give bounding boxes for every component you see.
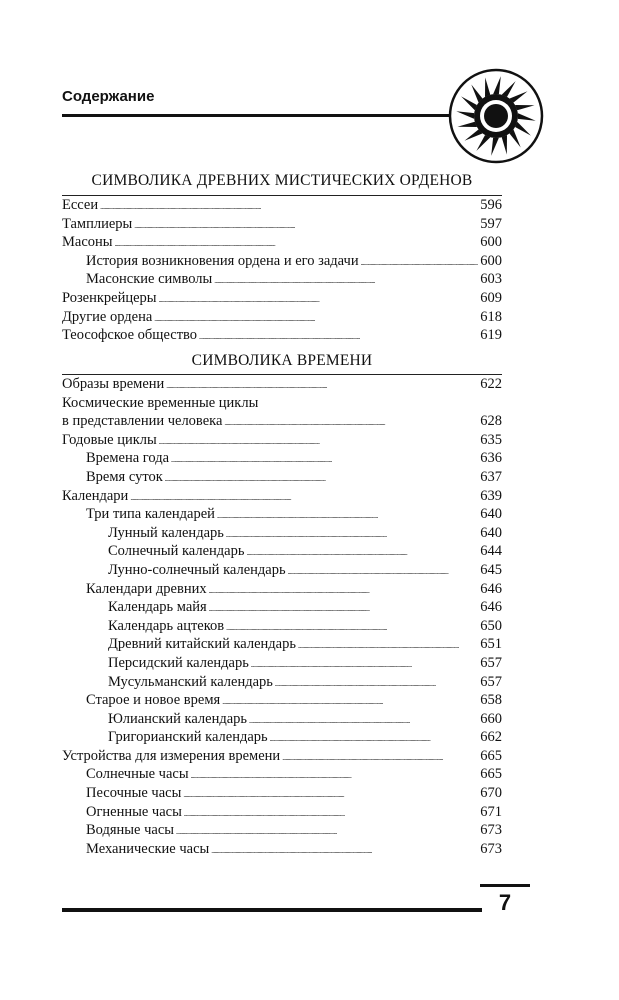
toc-entry[interactable] — [62, 233, 502, 252]
dot-leader — [159, 431, 478, 452]
toc-entry-label: Времена года — [86, 450, 170, 467]
toc-entry[interactable] — [62, 196, 502, 215]
toc-entry[interactable] — [62, 308, 502, 327]
page-number-bar — [480, 884, 530, 887]
toc-entry-page: 673 — [480, 840, 502, 857]
toc-section-1 — [62, 195, 502, 345]
toc-entry-label: Механические часы — [86, 840, 210, 857]
toc-entry[interactable] — [62, 617, 502, 636]
toc-entry[interactable] — [62, 840, 502, 859]
dot-leader — [226, 524, 478, 545]
toc-entry-label: Календарь майя — [108, 599, 207, 616]
dot-leader — [246, 542, 478, 563]
toc-entry-label: Персидский календарь — [108, 654, 249, 671]
toc-entry-label: Мусульманский календарь — [108, 673, 273, 690]
toc-entry-page: 660 — [480, 710, 502, 727]
dot-leader — [361, 252, 479, 273]
toc-entry-label: Ессеи — [62, 197, 99, 213]
toc-entry-page: 651 — [480, 636, 502, 653]
toc-entry-label: Космические временные циклы — [62, 394, 259, 411]
dot-leader — [176, 821, 478, 842]
section-title: СИМВОЛИКА ДРЕВНИХ МИСТИЧЕСКИХ ОРДЕНОВ — [91, 172, 473, 189]
toc-entry-label: Розенкрейцеры — [62, 289, 157, 306]
dot-leader — [214, 270, 478, 291]
toc-entry[interactable] — [62, 524, 502, 543]
toc-entry-label: Масонские символы — [86, 271, 213, 288]
toc-entry-page: 622 — [480, 376, 502, 392]
toc-entry[interactable] — [62, 691, 502, 710]
toc-entry-page: 640 — [480, 506, 502, 523]
toc-entry-page: 618 — [480, 308, 502, 325]
toc-entry-page: 619 — [480, 327, 502, 344]
toc-entry-page: 650 — [480, 617, 502, 634]
dot-leader — [275, 673, 478, 694]
toc-entry-label: Время суток — [86, 468, 163, 485]
toc-entry-page: 645 — [480, 561, 502, 578]
dot-leader — [224, 412, 478, 433]
dot-leader — [100, 196, 478, 217]
sun-emblem-icon — [448, 68, 544, 164]
toc-entry-label: Григорианский календарь — [108, 729, 268, 746]
toc-entry-page: 635 — [480, 431, 502, 448]
toc-entry-label: Календари — [62, 487, 129, 504]
toc-entry[interactable] — [62, 326, 502, 345]
toc-entry[interactable] — [62, 449, 502, 468]
toc-entry-page: 657 — [480, 654, 502, 671]
toc-entry-label: в представлении человека — [62, 413, 223, 430]
toc-entry[interactable] — [62, 412, 502, 431]
toc-entry-page: 628 — [480, 413, 502, 430]
toc-entry-label: Юлианский календарь — [108, 710, 248, 727]
dot-leader — [298, 635, 478, 656]
toc-entry[interactable] — [62, 598, 502, 617]
toc-entry[interactable] — [62, 394, 502, 413]
toc-entry-label: Устройства для измерения времени — [62, 747, 281, 764]
dot-leader — [159, 289, 479, 310]
dot-leader — [288, 561, 479, 582]
footer-rule — [62, 908, 482, 912]
toc-entry-page: 665 — [480, 766, 502, 783]
dot-leader — [184, 803, 478, 824]
dot-leader — [222, 691, 478, 712]
toc-entry-page: 600 — [480, 234, 502, 251]
toc-entry-page: 646 — [480, 599, 502, 616]
toc-entry-page: 637 — [480, 468, 502, 485]
toc-entry-page: 665 — [480, 747, 502, 764]
dot-leader — [217, 505, 478, 526]
toc-entry[interactable] — [62, 728, 502, 747]
toc-entry-page: 662 — [480, 729, 502, 746]
toc-entry[interactable] — [62, 654, 502, 673]
page-number: 7 — [498, 890, 512, 915]
toc-entry[interactable] — [62, 375, 502, 394]
toc-entry[interactable] — [62, 784, 502, 803]
toc-entry[interactable] — [62, 468, 502, 487]
toc-entry-label: Календари древних — [86, 580, 207, 597]
toc-entry-page: 603 — [480, 271, 502, 288]
toc-entry[interactable] — [62, 431, 502, 450]
toc-entry-label: Теософское общество — [62, 327, 198, 344]
dot-leader — [251, 654, 478, 675]
toc-entry-label: Календарь ацтеков — [108, 617, 225, 634]
toc-entry-label: Древний китайский календарь — [108, 636, 296, 653]
toc-entry-label: Лунный календарь — [108, 524, 224, 541]
toc-entry[interactable] — [62, 542, 502, 561]
toc-entry[interactable] — [62, 252, 502, 271]
toc-entry-page: 658 — [480, 692, 502, 709]
toc-entry-label: Годовые циклы — [62, 431, 157, 448]
toc-entry-page: 640 — [480, 524, 502, 541]
toc-entry-label: Песочные часы — [86, 785, 182, 802]
toc-entry[interactable] — [62, 821, 502, 840]
dot-leader — [130, 487, 478, 508]
dot-leader — [115, 233, 479, 254]
toc-entry-label: Образы времени — [62, 376, 165, 392]
toc-entry[interactable] — [62, 635, 502, 654]
toc-entry[interactable] — [62, 505, 502, 524]
dot-leader — [209, 580, 479, 601]
dot-leader — [191, 765, 479, 786]
dot-leader — [154, 308, 478, 329]
toc-entry-page: 671 — [480, 803, 502, 820]
toc-section-2 — [62, 374, 502, 858]
page-header-title: Содержание — [62, 88, 155, 105]
toc-entry-label: Солнечный календарь — [108, 543, 245, 560]
toc-entry-label: Старое и новое время — [86, 692, 221, 709]
toc-entry-label: Тамплиеры — [62, 215, 133, 232]
dot-leader — [165, 468, 478, 489]
dot-leader — [199, 326, 478, 347]
toc-entry-label: Водяные часы — [86, 822, 175, 839]
toc-entry[interactable] — [62, 673, 502, 692]
toc-entry[interactable] — [62, 487, 502, 506]
toc-entry-label: Огненные часы — [86, 803, 182, 820]
toc-entry-label: Масоны — [62, 234, 113, 251]
toc-entry-page: 639 — [480, 487, 502, 504]
toc-entry[interactable] — [62, 803, 502, 822]
toc-entry-page: 597 — [480, 215, 502, 232]
dot-leader — [166, 375, 478, 396]
toc-entry-label: Лунно-солнечный календарь — [108, 561, 286, 578]
dot-leader — [282, 747, 478, 768]
toc-entry-page: 673 — [480, 822, 502, 839]
toc-entry-label: Другие ордена — [62, 308, 153, 325]
toc-entry-page: 596 — [480, 197, 502, 213]
toc-entry[interactable] — [62, 215, 502, 234]
toc-entry-label: Солнечные часы — [86, 766, 189, 783]
toc-entry-page: 644 — [480, 543, 502, 560]
dot-leader — [183, 784, 478, 805]
toc-entry[interactable] — [62, 270, 502, 289]
section-title: СИМВОЛИКА ВРЕМЕНИ — [191, 352, 373, 369]
toc-entry-label: Три типа календарей — [86, 506, 215, 523]
toc-entry-page: 600 — [480, 252, 502, 269]
toc-entry-page: 657 — [480, 673, 502, 690]
dot-leader — [226, 617, 478, 638]
toc-entry-page: 670 — [480, 785, 502, 802]
dot-leader — [211, 840, 478, 861]
toc-entry-page: 636 — [480, 450, 502, 467]
toc-entry[interactable] — [62, 765, 502, 784]
toc-entry[interactable] — [62, 289, 502, 308]
toc-entry-page: 609 — [480, 289, 502, 306]
dot-leader — [249, 710, 478, 731]
toc-entry[interactable] — [62, 561, 502, 580]
toc-entry[interactable] — [62, 580, 502, 599]
toc-entry[interactable] — [62, 710, 502, 729]
dot-leader — [209, 598, 479, 619]
dot-leader — [270, 728, 479, 749]
header-rule — [62, 114, 462, 117]
dot-leader — [171, 449, 478, 470]
toc-entry-page: 646 — [480, 580, 502, 597]
toc-entry-label: История возникновения ордена и его задачи — [86, 252, 359, 269]
dot-leader — [134, 215, 478, 236]
toc-entry[interactable] — [62, 747, 502, 766]
